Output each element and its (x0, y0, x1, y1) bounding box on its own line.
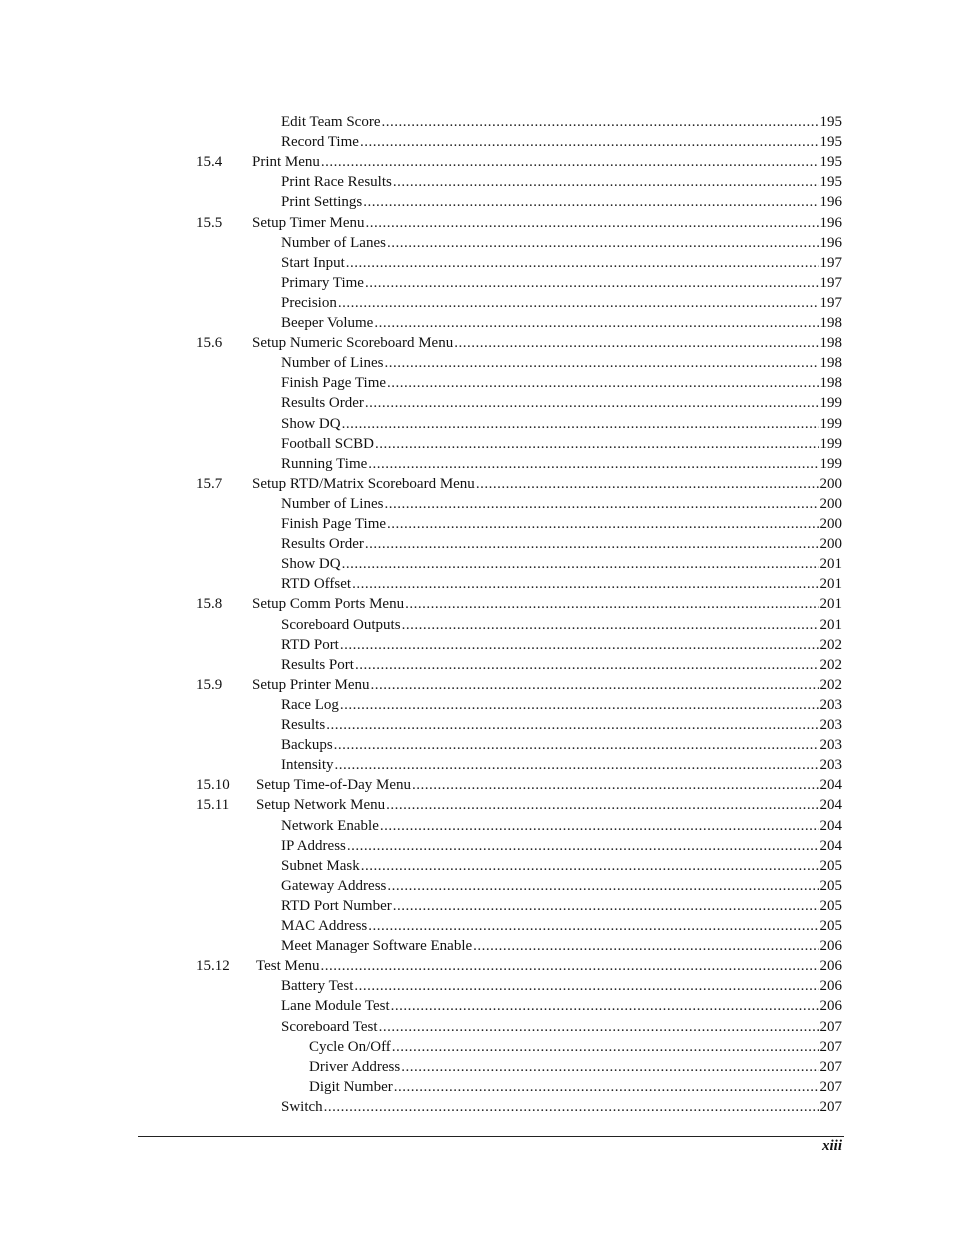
toc-title: Number of Lanes (281, 234, 386, 251)
toc-page-number: 202 (819, 636, 842, 653)
toc-entry[interactable] (0, 172, 842, 192)
toc-page-number: 199 (819, 415, 842, 432)
toc-entry[interactable] (0, 1077, 842, 1097)
toc-title: Switch (281, 1098, 323, 1115)
toc-page-number: 200 (819, 495, 842, 512)
toc-entry-line (281, 836, 842, 856)
toc-title: Driver Address (309, 1058, 401, 1075)
toc-entry-line (281, 233, 842, 253)
toc-entry[interactable] (0, 594, 842, 614)
toc-page-number: 204 (819, 817, 842, 834)
toc-title: Results Order (281, 395, 364, 412)
toc-entry[interactable] (0, 1057, 842, 1077)
toc-page-number: 207 (819, 1098, 842, 1115)
dot-leader (393, 896, 819, 916)
toc-page-number: 201 (819, 616, 842, 633)
toc-entry[interactable] (0, 474, 842, 494)
toc-page-number: 197 (819, 274, 842, 291)
toc-title: Scoreboard Outputs (281, 616, 401, 633)
toc-page-number: 199 (819, 455, 842, 472)
toc-page-number: 206 (819, 998, 842, 1015)
toc-page-number: 200 (819, 536, 842, 553)
toc-entry-line (252, 213, 842, 233)
toc-page-number: 202 (819, 676, 842, 693)
toc-entry[interactable] (0, 112, 842, 132)
dot-leader (405, 594, 818, 614)
toc-entry-line (281, 132, 842, 152)
toc-entry[interactable] (0, 695, 842, 715)
toc-page-number: 196 (819, 234, 842, 251)
toc-entry-line (252, 152, 842, 172)
toc-entry[interactable] (0, 293, 842, 313)
dot-leader (365, 393, 819, 413)
toc-entry[interactable] (0, 313, 842, 333)
toc-page-number: 198 (819, 375, 842, 392)
toc-title: Print Menu (252, 154, 320, 171)
toc-title: Test Menu (256, 958, 320, 975)
toc-entry[interactable] (0, 615, 842, 635)
toc-entry-line (281, 996, 842, 1016)
toc-title: Number of Lines (281, 355, 384, 372)
toc-entry[interactable] (0, 353, 842, 373)
toc-entry-line (281, 695, 842, 715)
dot-leader (392, 1037, 819, 1057)
dot-leader (384, 353, 818, 373)
dot-leader (412, 775, 819, 795)
toc-page-number: 196 (819, 194, 842, 211)
toc-entry-line (281, 816, 842, 836)
dot-leader (335, 755, 819, 775)
toc-title: Intensity (281, 757, 334, 774)
toc-entry-line (281, 715, 842, 735)
toc-section-number: 15.9 (196, 676, 223, 693)
toc-title: Digit Number (309, 1078, 393, 1095)
toc-page-number: 207 (819, 1078, 842, 1095)
toc-entry-line (281, 615, 842, 635)
toc-title: Show DQ (281, 556, 341, 573)
dot-leader (371, 675, 819, 695)
toc-page-number: 198 (819, 355, 842, 372)
toc-entry[interactable] (0, 233, 842, 253)
toc-page-number: 204 (819, 797, 842, 814)
dot-leader (454, 333, 818, 353)
toc-title: Print Race Results (281, 174, 392, 191)
dot-leader (386, 795, 818, 815)
toc-title: Scoreboard Test (281, 1018, 378, 1035)
toc-title: Beeper Volume (281, 315, 374, 331)
toc-entry-line (281, 735, 842, 755)
toc-page-number: 203 (819, 696, 842, 713)
toc-title: Start Input (281, 254, 345, 271)
toc-section-number: 15.8 (196, 596, 223, 613)
toc-page-number: 200 (819, 516, 842, 532)
toc-entry-line (309, 1037, 842, 1057)
dot-leader (387, 514, 818, 534)
dot-leader (380, 816, 819, 836)
dot-leader (340, 635, 819, 655)
toc-page-number: 197 (819, 294, 842, 311)
toc-entry-line (281, 896, 842, 916)
toc-title: Backups (281, 737, 333, 754)
toc-entry[interactable] (0, 996, 842, 1016)
toc-page-number: 195 (819, 114, 842, 130)
dot-leader (365, 534, 819, 554)
toc-page-number: 205 (819, 857, 842, 874)
toc-entry[interactable] (0, 655, 842, 675)
toc-entry-line (281, 273, 842, 293)
page-number: xiii (821, 1138, 842, 1154)
toc-entry[interactable] (0, 1037, 842, 1057)
toc-title: Cycle On/Off (309, 1038, 391, 1055)
toc-title: Results (281, 717, 326, 733)
toc-entry[interactable] (0, 816, 842, 836)
dot-leader (391, 996, 819, 1016)
dot-leader (334, 735, 819, 755)
toc-page-number: 205 (819, 897, 842, 914)
toc-entry[interactable] (0, 454, 842, 474)
toc-title: Subnet Mask (281, 857, 360, 874)
toc-title: Running Time (281, 455, 368, 472)
dot-leader (363, 192, 818, 212)
dot-leader (387, 876, 818, 896)
toc-entry-line (281, 655, 842, 675)
toc-page-number: 195 (819, 174, 842, 191)
toc-title: Print Settings (281, 194, 363, 211)
toc-page-number: 203 (819, 717, 842, 733)
toc-title: Show DQ (281, 415, 341, 432)
toc-entry[interactable] (0, 152, 842, 172)
toc-title: Edit Team Score (281, 114, 381, 130)
toc-entry-line (281, 936, 842, 956)
toc-entry-line (309, 1057, 842, 1077)
dot-leader (384, 494, 818, 514)
dot-leader (366, 213, 819, 233)
toc-entry[interactable] (0, 836, 842, 856)
toc-entry-line (256, 795, 842, 815)
toc-page-number: 203 (819, 757, 842, 774)
toc-entry-line (281, 494, 842, 514)
toc-entry[interactable] (0, 976, 842, 996)
toc-entry-line (281, 293, 842, 313)
dot-leader (374, 313, 818, 333)
toc-title: Battery Test (281, 978, 354, 995)
toc-title: Setup Time-of-Day Menu (256, 777, 411, 794)
dot-leader (393, 172, 819, 192)
dot-leader (347, 836, 819, 856)
toc-page-number: 198 (819, 335, 842, 352)
toc-entry[interactable] (0, 916, 842, 936)
toc-page-number: 203 (819, 737, 842, 754)
toc-entry[interactable] (0, 755, 842, 775)
dot-leader (321, 956, 819, 976)
toc-title: RTD Port Number (281, 897, 392, 914)
toc-title: Network Enable (281, 817, 379, 834)
toc-page-number: 201 (819, 596, 842, 613)
toc-entry[interactable] (0, 333, 842, 353)
toc-entry-line (252, 333, 842, 353)
toc-entry[interactable] (0, 414, 842, 434)
toc-entry[interactable] (0, 192, 842, 212)
toc-title: Lane Module Test (281, 998, 390, 1015)
toc-title: Race Log (281, 696, 339, 713)
toc-entry-line (252, 675, 842, 695)
toc-page-number: 207 (819, 1038, 842, 1055)
dot-leader (402, 615, 819, 635)
toc-entry-line (252, 594, 842, 614)
toc-title: Results Port (281, 656, 354, 673)
toc-entry[interactable] (0, 856, 842, 876)
toc-entry[interactable] (0, 1017, 842, 1037)
toc-entry[interactable] (0, 534, 842, 554)
toc-entry-line (281, 514, 842, 534)
dot-leader (476, 474, 819, 494)
toc-entry-line (281, 172, 842, 192)
toc-title: Finish Page Time (281, 516, 387, 532)
toc-entry-line (281, 554, 842, 574)
toc-page-number: 199 (819, 395, 842, 412)
toc-page-number: 205 (819, 918, 842, 934)
toc-section-number: 15.5 (196, 214, 223, 231)
toc-page-number: 206 (819, 938, 842, 955)
toc-entry[interactable] (0, 715, 842, 735)
toc-section-number: 15.11 (196, 797, 230, 814)
toc-title: Setup Comm Ports Menu (252, 596, 405, 613)
dot-leader (338, 293, 819, 313)
toc-entry-line (281, 856, 842, 876)
toc-entry[interactable] (0, 273, 842, 293)
toc-title: Primary Time (281, 274, 364, 291)
toc-entry-line (281, 876, 842, 896)
toc-entry[interactable] (0, 574, 842, 594)
toc-entry-line (281, 916, 842, 936)
toc-title: Meet Manager Software Enable (281, 938, 473, 955)
dot-leader (379, 1017, 819, 1037)
toc-title: Number of Lines (281, 495, 384, 512)
toc-entry[interactable] (0, 735, 842, 755)
dot-leader (387, 373, 818, 393)
toc-page-number: 196 (819, 214, 842, 231)
dot-leader (387, 233, 819, 253)
dot-leader (355, 655, 819, 675)
dot-leader (342, 554, 819, 574)
toc-entry-line (281, 454, 842, 474)
toc-title: Setup Network Menu (256, 797, 386, 814)
toc-entry-line (281, 112, 842, 132)
toc-page-number: 201 (819, 556, 842, 573)
toc-entry-line (281, 414, 842, 434)
toc-title: Football SCBD (281, 435, 374, 452)
toc-page-number: 202 (819, 656, 842, 673)
toc-entry-line (281, 192, 842, 212)
toc-entry[interactable] (0, 936, 842, 956)
toc-entry-line (281, 1017, 842, 1037)
toc-section-number: 15.12 (196, 958, 230, 975)
dot-leader (365, 273, 819, 293)
toc-section-number: 15.4 (196, 154, 223, 171)
toc-entry-line (256, 775, 842, 795)
toc-entry-line (281, 1097, 842, 1117)
dot-leader (361, 856, 819, 876)
toc-entry[interactable] (0, 896, 842, 916)
dot-leader (381, 112, 818, 132)
toc-title: Setup Printer Menu (252, 676, 370, 693)
toc-title: Precision (281, 294, 337, 311)
toc-page-number: 195 (819, 134, 842, 151)
dot-leader (368, 454, 818, 474)
toc-page-number: 204 (819, 837, 842, 854)
toc-entry-line (281, 976, 842, 996)
toc-title: Gateway Address (281, 877, 387, 894)
toc-entry-line (281, 373, 842, 393)
dot-leader (473, 936, 818, 956)
toc-page-number: 195 (819, 154, 842, 171)
dot-leader (346, 253, 819, 273)
toc-title: Record Time (281, 134, 359, 151)
dot-leader (354, 976, 818, 996)
footer-rule (138, 1136, 844, 1137)
toc-page-number: 207 (819, 1018, 842, 1035)
toc-entry[interactable] (0, 132, 842, 152)
toc-entry-line (281, 635, 842, 655)
toc-entry[interactable] (0, 514, 842, 534)
dot-leader (360, 132, 819, 152)
toc-entry-line (309, 1077, 842, 1097)
toc-entry[interactable] (0, 956, 842, 976)
toc-page-number: 207 (819, 1058, 842, 1075)
toc-title: Setup RTD/Matrix Scoreboard Menu (252, 475, 475, 492)
toc-page-number: 206 (819, 958, 842, 975)
dot-leader (324, 1097, 819, 1117)
toc-section-number: 15.10 (196, 777, 230, 794)
toc-entry[interactable] (0, 494, 842, 514)
toc-entry[interactable] (0, 795, 842, 815)
toc-entry-line (281, 253, 842, 273)
toc-title: Setup Numeric Scoreboard Menu (252, 335, 454, 352)
dot-leader (394, 1077, 819, 1097)
toc-entry-line (281, 534, 842, 554)
toc-entry[interactable] (0, 554, 842, 574)
toc-title: Setup Timer Menu (252, 214, 365, 231)
dot-leader (340, 695, 819, 715)
toc-entry-line (281, 755, 842, 775)
toc-page-number: 205 (819, 877, 842, 894)
toc-page-number: 206 (819, 978, 842, 995)
toc-title: IP Address (281, 837, 346, 854)
toc-entry[interactable] (0, 775, 842, 795)
toc-entry[interactable] (0, 213, 842, 233)
toc-title: Results Order (281, 536, 364, 553)
dot-leader (368, 916, 818, 936)
toc-entry-line (256, 956, 842, 976)
dot-leader (326, 715, 818, 735)
toc-entry-line (281, 393, 842, 413)
toc-page-number: 200 (819, 475, 842, 492)
toc-page-number: 198 (819, 315, 842, 331)
dot-leader (321, 152, 819, 172)
toc-entry[interactable] (0, 876, 842, 896)
dot-leader (401, 1057, 818, 1077)
toc-page-number: 199 (819, 435, 842, 452)
toc-title: RTD Offset (281, 576, 352, 593)
dot-leader (375, 434, 819, 454)
toc-page-number: 204 (819, 777, 842, 794)
toc-entry[interactable] (0, 253, 842, 273)
toc-entry[interactable] (0, 434, 842, 454)
toc-entry-line (281, 313, 842, 333)
toc-section-number: 15.7 (196, 475, 223, 492)
toc-title: MAC Address (281, 918, 368, 934)
toc-page-number: 197 (819, 254, 842, 271)
toc-entry[interactable] (0, 635, 842, 655)
toc-entry-line (252, 474, 842, 494)
dot-leader (342, 414, 819, 434)
toc-entry[interactable] (0, 1097, 842, 1117)
toc-section-number: 15.6 (196, 335, 223, 352)
toc-entry[interactable] (0, 393, 842, 413)
dot-leader (352, 574, 818, 594)
toc-entry[interactable] (0, 675, 842, 695)
toc-entry-line (281, 574, 842, 594)
toc-entry-line (281, 434, 842, 454)
toc-page-number: 201 (819, 576, 842, 593)
toc-title: Finish Page Time (281, 375, 387, 392)
toc-entry-line (281, 353, 842, 373)
toc-entry[interactable] (0, 373, 842, 393)
toc-title: RTD Port (281, 636, 339, 653)
